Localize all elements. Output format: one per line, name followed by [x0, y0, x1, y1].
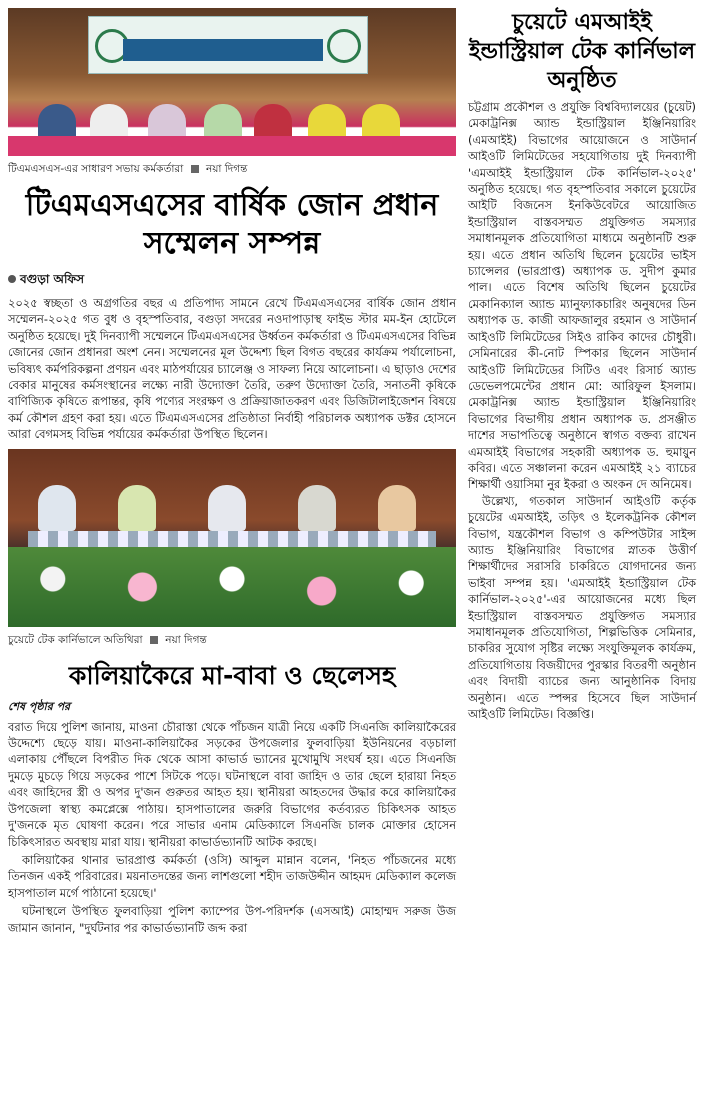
- seal-icon: [327, 29, 361, 63]
- person: [378, 485, 416, 531]
- article-paragraph: উল্লেখ্য, গতকাল সাউদার্ন আইওটি কর্তৃক চুয়েটের এমআইই, তড়িৎ ও ইলেকট্রনিক কৌশল বিভাগ, যন্ত্রকৌশল বিভাগ ও কম্পিউটার সাইন্স অ্যান্ড ইঞ্জিনিয়ারিং বিভাগের স্নাতক উত্তীর্ণ শিক্ষার্থীদের সরাসরি চাকরিতে যোগদানের জন্য ভাইবা সম্পন্ন হয়। 'এমআইই ইন্ডাস্ট্রিয়াল টেক কার্নিভাল-২০২৫'-এর আয়োজনের মধ্যে ছিল ইন্ডাস্ট্রিয়াল বাস্তবসম্মত প্রযুক্তিগত সমস্যার সমাধানমূলক প্রতিযোগিতা, শিল্পভিত্তিক সেমিনার, চাকরির সুযোগ সৃষ্টির লক্ষ্যে সংযুক্তিমূলক কার্যক্রম, প্রতিযোগিতায় বিজয়ীদের পুরস্কার বিতরণী অনুষ্ঠান এবং বিদায়ী ব্যাচের জন্য আনুষ্ঠানিক বিদায় অনুষ্ঠান। এতে স্পন্সর হিসেবে ছিল সাউদার্ন আইওটি লিমিটেড। বিজ্ঞপ্তি।: [468, 493, 696, 722]
- article-paragraph: ২০২৫ স্বচ্ছতা ও অগ্রগতির বছর এ প্রতিপাদ্য সামনে রেখে টিএমএসএসের বার্ষিক জোন প্রধান সম্মেলন-২০২৫ গত বুধ ও বৃহস্পতিবার, বগুড়া সদরের নওদাপাড়াস্থ ফাইভ স্টার মম-ইন হোটেলে অনুষ্ঠিত হয়েছে। দুই দিনব্যাপী সম্মেলনে টিএমএসএসের উর্ধ্বতন কর্মকর্তারা ও টিএমএসএসের বিভিন্ন জোনের জোন প্রধানরা অংশ নেন। সম্মেলনের মূল উদ্দেশ্য ছিল বিগত বছরের কার্যক্রম পর্যালোচনা, ভবিষ্যৎ কর্মপরিকল্পনা প্রণয়ন এবং মাঠপর্যায়ের চ্যালেঞ্জ ও সাফল্য নিয়ে আলোচনা। এ ছাড়াও দেশের বেকার মানুষের কর্মসংস্থানের লক্ষ্যে নারী উদ্যোক্তা তৈরি, তরুণ উদ্যোক্তা তৈরি, সনাতনী কৃষিকে বাণিজ্যিক কৃষিতে রূপান্তর, কৃষি পণ্যের সংরক্ষণ ও প্রক্রিয়াজাতকরণ এবং ডিজিটালাইজেশন বিষয়ে কর্ম কৌশল গ্রহণ করা হয়। এতে টিএমএসএসের প্রতিষ্ঠাতা নির্বাহী পরিচালক অধ্যাপক ডক্টর হোসনে আরা বেগমসহ বিভিন্ন পর্যায়ের কর্মকর্তারা উপস্থিত ছিলেন।: [8, 296, 456, 442]
- article-paragraph: চট্টগ্রাম প্রকৌশল ও প্রযুক্তি বিশ্ববিদ্যালয়ের (চুয়েট) মেকাট্রনিক্স অ্যান্ড ইন্ডাস্ট্রিয়াল ইঞ্জিনিয়ারিং (এমআইই) বিভাগের আয়োজনে ও সাউদার্ন আইওটি লিমিটেডের সহযোগিতায় দুই দিনব্যাপী 'এমআইই ইন্ডাস্ট্রিয়াল টেক কার্নিভাল-২০২৫' অনুষ্ঠিত হয়েছে। গত বৃহস্পতিবার সকালে চুয়েটের আইটি বিজনেস ইনকিউবেটরে আয়োজিত ইন্ডাস্ট্রিয়াল বাস্তবসম্মত প্রযুক্তিগত সমস্যার সমাধানমূলক প্রতিযোগিতা মাধ্যমে অনুষ্ঠানটি শুরু হয়। এতে প্রধান অতিথি ছিলেন চুয়েটের ভাইস চ্যান্সেলর (ভারপ্রাপ্ত) অধ্যাপক ড. সুদীপ কুমার পাল। এতে বিশেষ অতিথি ছিলেন চুয়েটের মেকানিক্যাল অ্যান্ড ম্যানুফ্যাকচারিং অনুষদের ডিন অধ্যাপক ড. কাজী আফজালুর রহমান ও সাউদার্ন আইওটি লিমিটেডের সিইও রাকিব কাদের চৌধুরী। সেমিনারের কী-নোট স্পিকার ছিলেন সাউদার্ন আইওটি লিমিটেডের সিটিও এবং রিসার্চ অ্যান্ড ডেভেলপমেন্টের প্রধান মো: আরিফুল ইসলাম। মেকাট্রনিক্স অ্যান্ড ইন্ডাস্ট্রিয়াল ইঞ্জিনিয়ারিং বিভাগের বিভাগীয় প্রধান অধ্যাপক ড. প্রসঞ্জীত দাশের সভাপতিত্বে অনুষ্ঠানে স্বাগত বক্তব্য রাখেন এমআইই বিভাগের সহকারী অধ্যাপক ড. হুমায়ুন কবির। এতে সঞ্চালনা করেন এমআইই ২১ ব্যাচের শিক্ষার্থী ওয়াসিমা নুর ইকরা ও অংকন দে অনিমেষ।: [468, 100, 696, 492]
- article-paragraph: ঘটনাস্থলে উপস্থিত ফুলবাড়িয়া পুলিশ ক্যাম্পের উপ-পরিদর্শক (এসআই) মোহাম্মদ সরুজ উজ জামান জানান, "দুর্ঘটনার পর কাভার্ডভ্যানটি জব্দ করা: [8, 904, 456, 935]
- article-body: [468, 99, 696, 722]
- photo-caption: [8, 633, 456, 650]
- carnival-photo: [8, 449, 456, 627]
- byline: [8, 271, 456, 291]
- person: [118, 485, 156, 531]
- person: [298, 485, 336, 531]
- person: [208, 485, 246, 531]
- meeting-photo: [8, 8, 456, 156]
- person: [38, 485, 76, 531]
- photo-credit: নয়া দিগন্ত: [205, 163, 248, 175]
- article-headline: টিএমএসএসের বার্ষিক জোন প্রধান সম্মেলন সম্পন্ন: [25, 188, 439, 261]
- article-body: [8, 295, 456, 443]
- byline-text: বগুড়া অফিস: [20, 272, 85, 286]
- article-headline: চুয়েটে এমআইই ইন্ডাস্ট্রিয়াল টেক কার্নিভাল অনুষ্ঠিত: [468, 10, 696, 93]
- article-body: [8, 719, 456, 936]
- square-icon: [150, 636, 158, 644]
- banner-text-bar: [123, 39, 323, 61]
- right-column: [468, 8, 696, 722]
- photo-caption: [8, 162, 456, 179]
- event-banner: [88, 16, 368, 74]
- table-cloth: [8, 136, 456, 156]
- left-column: [8, 8, 456, 938]
- article-headline: কালিয়াকৈরে মা-বাবা ও ছেলেসহ: [68, 660, 396, 690]
- caption-text: চুয়েটে টেক কার্নিভালে অতিথিরা: [8, 633, 143, 646]
- caption-text: টিএমএসএস-এর সাধারণ সভায় কর্মকর্তারা: [8, 163, 184, 175]
- continuation-label: শেষ পৃষ্ঠার পর: [8, 699, 71, 713]
- flower-decoration: [8, 547, 456, 627]
- article-paragraph: কালিয়াকৈর থানার ভারপ্রাপ্ত কর্মকর্তা (ওসি) আব্দুল মান্নান বলেন, 'নিহত পাঁচজনের মধ্যে তিনজন একই পরিবারের। ময়নাতদন্তের জন্য লাশগুলো শহীদ তাজউদ্দীন আহমদ মেডিক্যাল কলেজ হাসপাতাল মর্গে পাঠানো হয়েছে।': [8, 852, 456, 900]
- photo-credit: নয়া দিগন্ত: [165, 633, 207, 646]
- square-icon: [191, 165, 199, 173]
- bullet-icon: [8, 275, 16, 283]
- article-paragraph: বরাত দিয়ে পুলিশ জানায়, মাওনা চৌরাস্তা থেকে পাঁচজন যাত্রী নিয়ে একটি সিএনজি কালিয়াকৈরের উদ্দেশ্যে ছেড়ে যায়। মাওনা-কালিয়াকৈর সড়কের উপজেলার ফুলবাড়িয়া ইউনিয়নের বড়চালা এলাকায় পৌঁছলে বিপরীত দিক থেকে আসা কাভার্ড ভ্যানের মুখোমুখি সংঘর্ষ হয়। এতে সিএনজি দুমড়ে মুচড়ে গিয়ে সড়কের পাশে সিটকে পড়ে। ঘটনাস্থলে বাবা জাহিদ ও তার ছেলে হারায়া নিহত এবং জাহিদের স্ত্রী ও অপর দু'জন গুরুতর আহত হয়। স্থানীয়রা আহতদের উদ্ধার করে কালিয়াকৈর উপজেলা স্বাস্থ্য কমপ্লেক্সে পাঠায়। হাসপাতালের জরুরি বিভাগের কর্তব্যরত চিকিৎসক আহত দু'জনকে মৃত ঘোষণা করেন। পরে সাভার এনাম মেডিক্যালে সিএনজি চালক মোক্তার হোসেন চিকিৎসারত অবস্থায় মারা যায়। স্থানীয়রা কাভার্ডভ্যানটি আটক করছে।: [8, 719, 456, 849]
